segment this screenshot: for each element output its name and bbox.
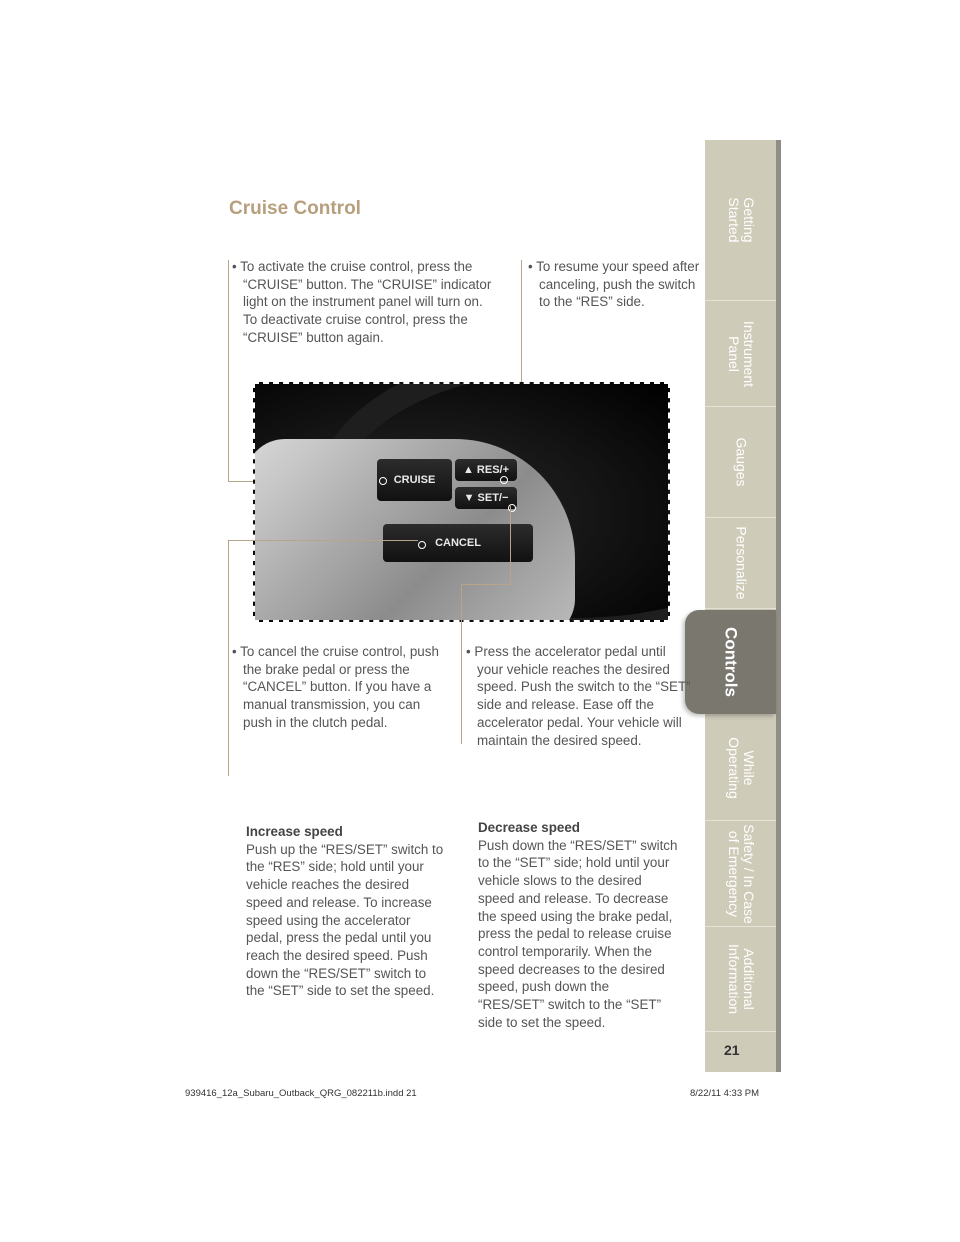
leader-line-cancel — [228, 540, 229, 776]
activate-bullet: • To activate the cruise control, press the “CRUISE” button. The “CRUISE” indicator light on the instrument panel will turn on. To deactivate cruise control, press the “CRUISE” button again. — [232, 259, 492, 345]
leader-line-cancel-h — [228, 540, 418, 541]
decrease-speed-title: Decrease speed — [478, 820, 580, 835]
increase-speed-section — [246, 823, 446, 1000]
footer-date: 8/22/11 4:33 PM — [690, 1088, 760, 1099]
cancel-button: CANCEL — [383, 524, 533, 562]
tab-label: Instrument Panel — [725, 320, 757, 387]
callout-dot-cruise — [379, 477, 387, 485]
tab-instrument-panel[interactable] — [705, 301, 776, 407]
tab-safety[interactable] — [705, 821, 776, 927]
leader-line-set-v — [510, 506, 511, 585]
tab-label: Additional Information — [725, 943, 757, 1015]
increase-speed-title: Increase speed — [246, 824, 343, 839]
tab-label: Gauges — [733, 437, 749, 487]
tab-gauges[interactable] — [705, 407, 776, 518]
tab-label: While Operating — [725, 737, 757, 799]
leader-line-set-h — [461, 584, 511, 585]
tab-additional-information[interactable] — [705, 927, 776, 1032]
cancel-bullet: • To cancel the cruise control, push the brake pedal or press the “CANCEL” button. If you have a manual transmission, you can push in the clutch pedal. — [232, 644, 439, 730]
decrease-speed-body: Push down the “RES/SET” switch to the “SET” side; hold until your vehicle slows to the desired speed and release. To decrease the speed using the brake pedal, press the pedal to release cruise control temporarily. When the speed decreases to the desired speed, push down the “RES/SET” switch to the “SET” side to set the speed. — [478, 837, 678, 1030]
tab-label: Safety / In Case of Emergency — [725, 823, 757, 924]
resume-bullet: • To resume your speed after canceling, push the switch to the “RES” side. — [528, 259, 700, 310]
cruise-button: CRUISE — [377, 459, 452, 501]
tab-while-operating[interactable] — [705, 716, 776, 821]
footer-filename: 939416_12a_Subaru_Outback_QRG_082211b.indd 21 — [185, 1088, 417, 1099]
callout-dot-cancel — [418, 541, 426, 549]
tab-label: Personalize — [733, 526, 749, 600]
callout-dot-res — [500, 476, 508, 484]
tab-label: Controls — [721, 627, 740, 697]
tab-controls[interactable] — [685, 610, 776, 714]
tab-label: Getting Started — [725, 197, 757, 243]
sidebar-edge — [776, 140, 781, 1072]
tab-getting-started[interactable] — [705, 140, 776, 301]
set-switch: ▼ SET/− — [455, 487, 517, 509]
tab-personalize[interactable] — [705, 518, 776, 609]
leader-line-set — [461, 584, 462, 744]
leader-line-cruise — [228, 260, 229, 482]
increase-speed-body: Push up the “RES/SET” switch to the “RES” side; hold until your vehicle reaches the desired speed and release. To increase speed using the accelerator pedal, press the pedal until you reach the desired speed. Push down the “RES/SET” switch to the “SET” side to set the speed. — [246, 841, 444, 999]
set-bullet: • Press the accelerator pedal until your vehicle reaches the desired speed. Push the switch to the “SET” side and release. Ease off the accelerator pedal. Your vehicle will maintain the desired speed. — [466, 644, 691, 748]
page-number: 21 — [724, 1042, 740, 1058]
res-switch: ▲ RES/+ — [455, 459, 517, 481]
decrease-speed-section — [478, 819, 678, 1031]
page-title: Cruise Control — [229, 198, 361, 219]
